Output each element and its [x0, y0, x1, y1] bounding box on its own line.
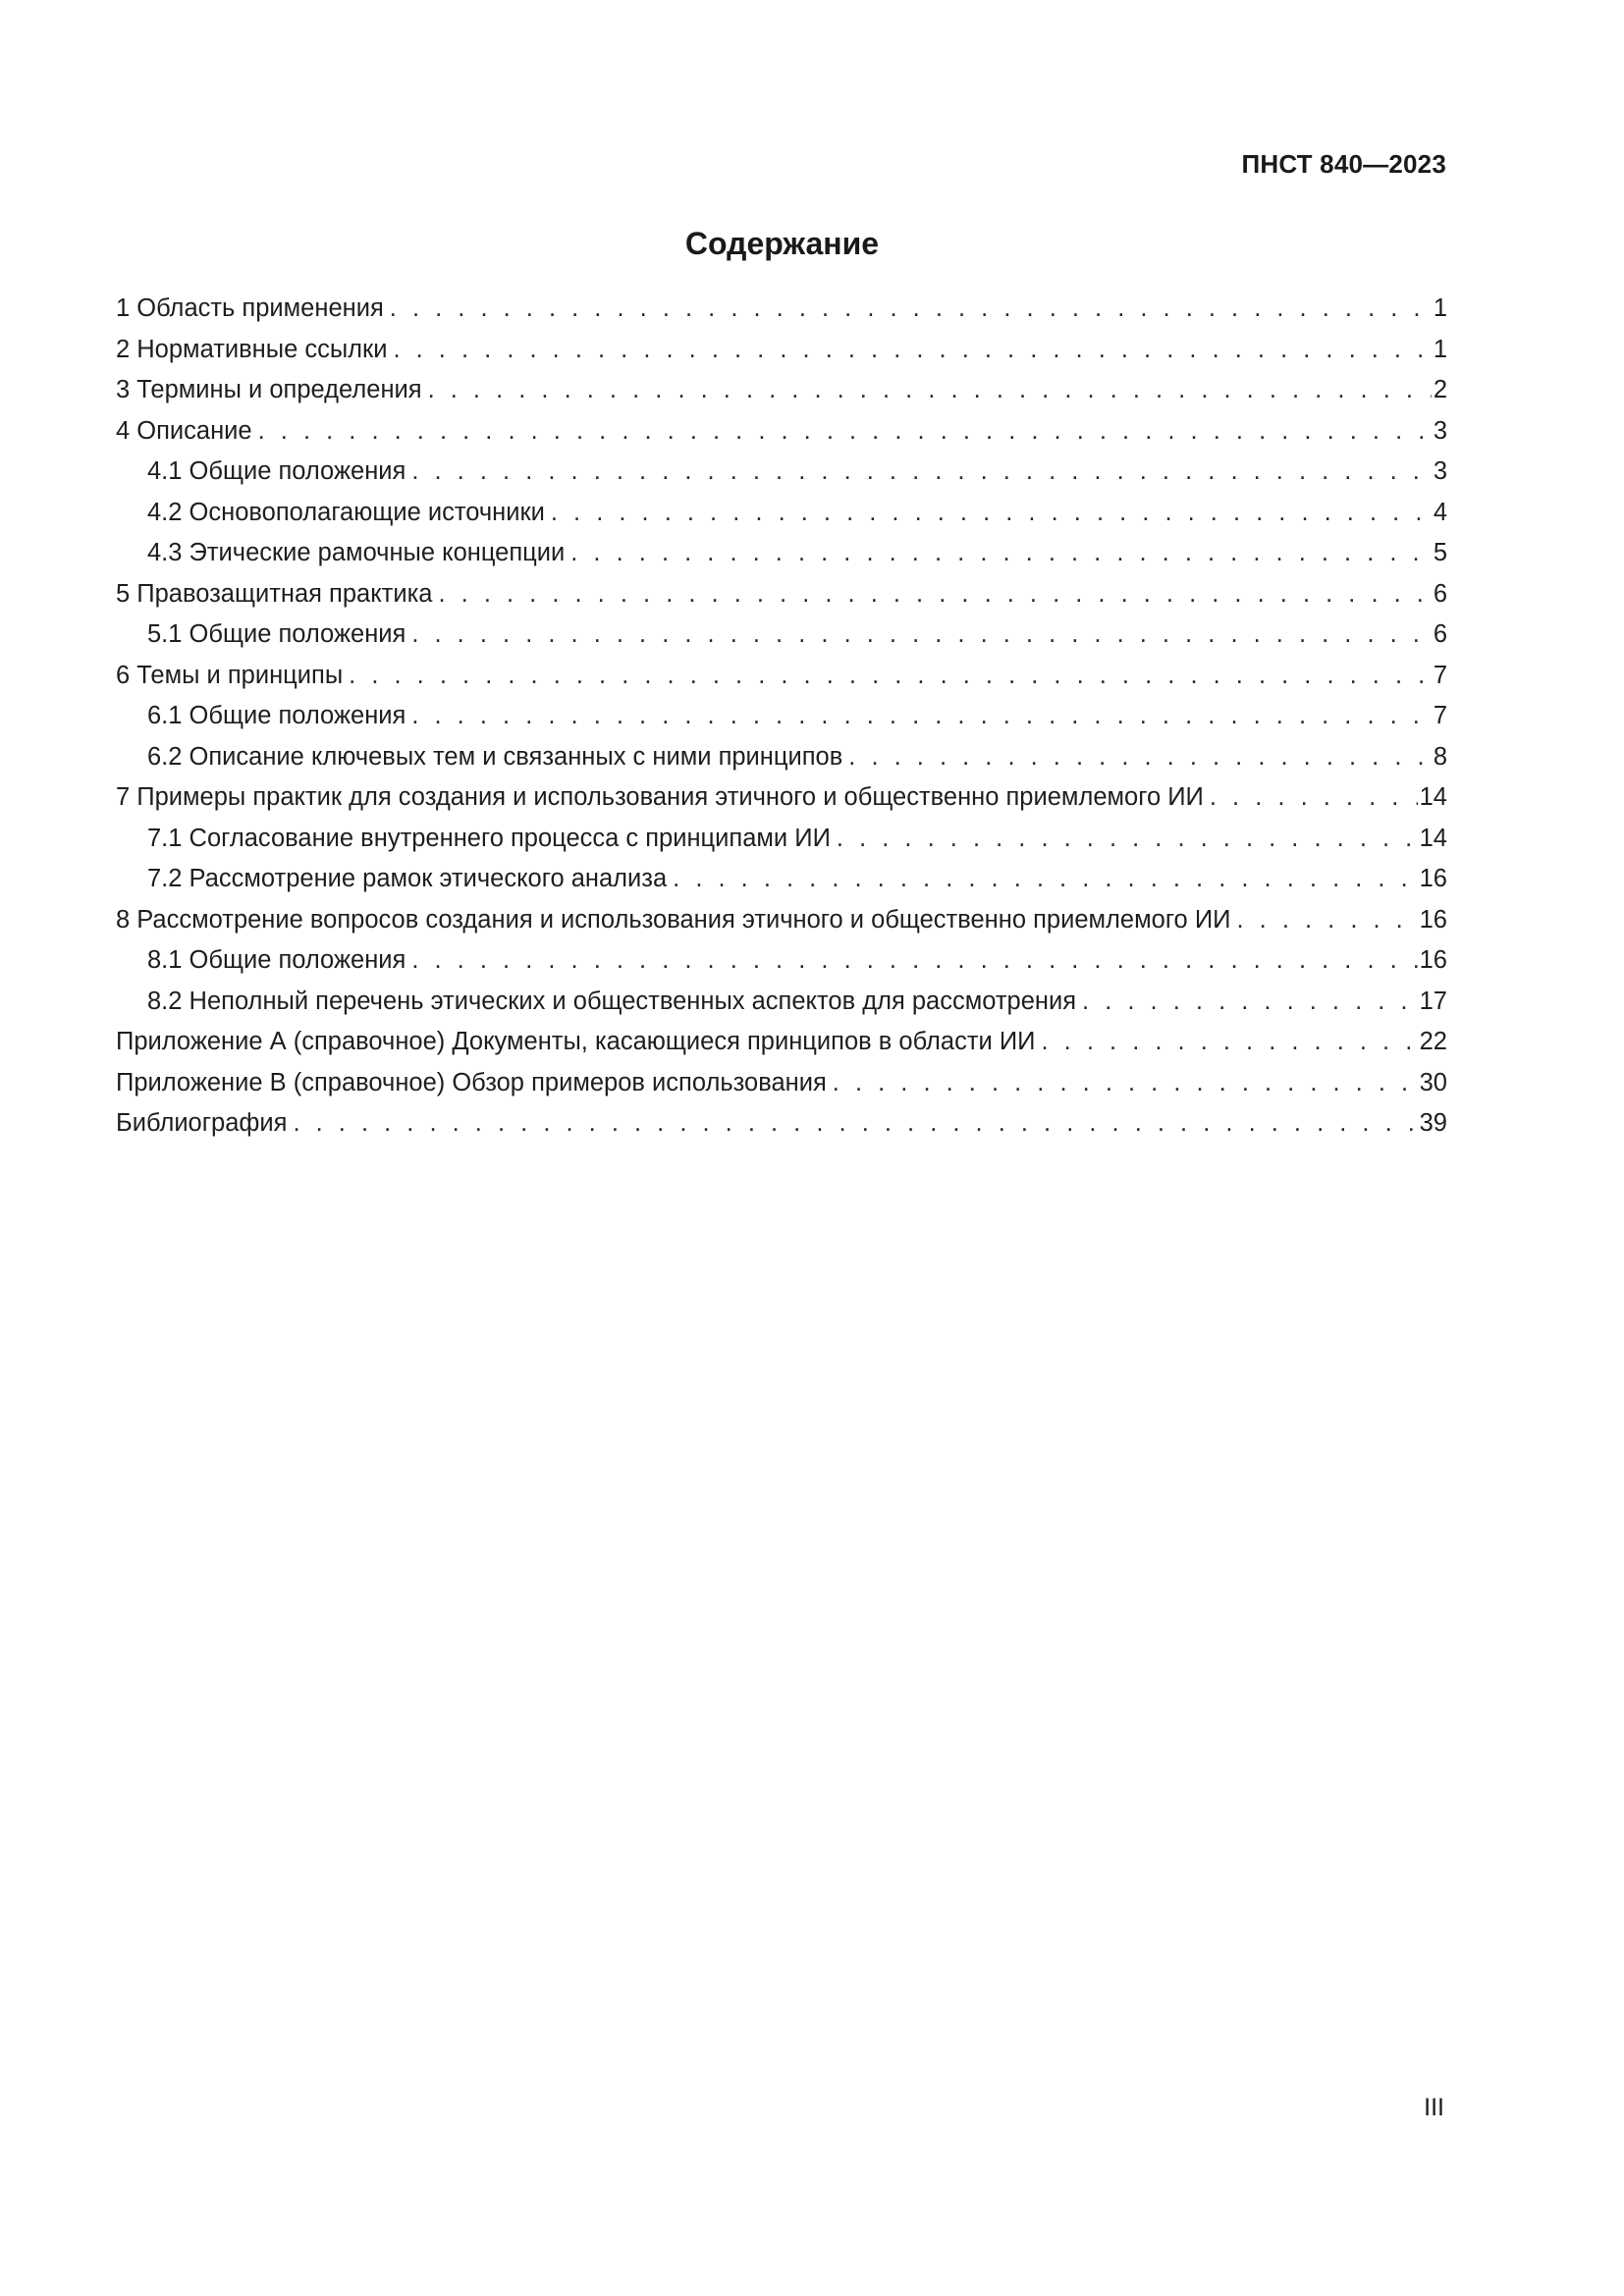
toc-dot-leader — [551, 493, 1432, 534]
toc-dot-leader — [673, 859, 1417, 900]
toc-entry-page: 30 — [1419, 1068, 1447, 1096]
toc-dot-leader — [349, 656, 1432, 697]
toc-dot-leader — [393, 330, 1431, 371]
toc-entry-page: 16 — [1419, 865, 1447, 892]
toc-entry-page: 17 — [1419, 987, 1447, 1015]
toc-entry-page: 6 — [1433, 620, 1447, 648]
toc-entry-page: 16 — [1419, 905, 1447, 934]
toc-dot-leader — [411, 940, 1417, 982]
toc-entry-label: 2 Нормативные ссылки — [116, 335, 388, 363]
toc-entry-label: 4 Описание — [116, 416, 252, 445]
toc-entry[interactable] — [116, 370, 1447, 411]
toc-dot-leader — [833, 1063, 1418, 1104]
toc-entry[interactable] — [116, 533, 1447, 574]
toc-entry[interactable] — [116, 982, 1447, 1023]
toc-dot-leader — [570, 533, 1432, 574]
toc-entry-label: 8 Рассмотрение вопросов создания и использования этичного и общественно приемлемого ИИ — [116, 905, 1231, 934]
toc-entry-page: 1 — [1433, 335, 1447, 363]
toc-entry[interactable] — [116, 656, 1447, 697]
toc-entry-label: Библиография — [116, 1109, 288, 1137]
toc-entry-page: 6 — [1433, 579, 1447, 608]
toc-entry[interactable] — [116, 737, 1447, 778]
toc-entry-page: 7 — [1433, 661, 1447, 689]
toc-title: Содержание — [684, 226, 880, 261]
toc-entry[interactable] — [116, 289, 1447, 330]
toc-dot-leader — [1237, 900, 1418, 941]
toc-entry-page: 14 — [1419, 783, 1447, 811]
toc-entry[interactable] — [116, 411, 1447, 453]
toc-entry[interactable] — [116, 940, 1447, 982]
toc-entry-label: 6.2 Описание ключевых тем и связанных с ними принципов — [147, 742, 843, 771]
toc-dot-leader — [837, 819, 1418, 860]
toc-entry[interactable] — [116, 819, 1447, 860]
toc-dot-leader — [411, 696, 1431, 737]
toc-entry-page: 3 — [1433, 416, 1447, 445]
toc-entry-page: 5 — [1433, 539, 1447, 566]
toc-entry-label: 8.1 Общие положения — [147, 946, 406, 974]
toc-entry[interactable] — [116, 1103, 1447, 1145]
document-code: ПНСТ 840—2023 — [1241, 149, 1446, 179]
toc-entry[interactable] — [116, 696, 1447, 737]
toc-entry-page: 4 — [1433, 498, 1447, 526]
toc-dot-leader — [1042, 1022, 1418, 1063]
toc-dot-leader — [258, 411, 1432, 453]
toc-dot-leader — [1210, 777, 1418, 819]
toc-entry-page: 1 — [1433, 294, 1447, 322]
toc-entry-label: 8.2 Неполный перечень этических и общественных аспектов для рассмотрения — [147, 987, 1077, 1015]
toc-dot-leader — [1082, 982, 1418, 1023]
toc-entry-page: 2 — [1433, 376, 1447, 403]
toc-entry-page: 14 — [1419, 824, 1447, 852]
toc-dot-leader — [428, 370, 1432, 411]
toc-entry[interactable] — [116, 614, 1447, 656]
toc-dot-leader — [390, 289, 1432, 330]
toc-entry-label: 7.1 Согласование внутреннего процесса с принципами ИИ — [147, 824, 831, 852]
toc-entry-label: 4.1 Общие положения — [147, 457, 406, 485]
toc-entry-label: 3 Термины и определения — [116, 376, 422, 403]
toc-entry-page: 16 — [1419, 946, 1447, 974]
toc-entry-label: Приложение В (справочное) Обзор примеров использования — [116, 1068, 827, 1096]
toc-dot-leader — [411, 614, 1431, 656]
page-number: III — [1424, 2094, 1444, 2121]
table-of-contents — [116, 289, 1447, 1145]
toc-entry-label: 1 Область применения — [116, 294, 384, 322]
toc-entry[interactable] — [116, 574, 1447, 615]
toc-dot-leader — [848, 737, 1432, 778]
toc-entry-label: 5.1 Общие положения — [147, 620, 406, 648]
toc-entry[interactable] — [116, 1063, 1447, 1104]
toc-entry[interactable] — [116, 777, 1447, 819]
toc-entry-label: 6 Темы и принципы — [116, 661, 344, 689]
toc-dot-leader — [439, 574, 1432, 615]
toc-entry-label: 4.2 Основополагающие источники — [147, 498, 545, 526]
toc-entry-label: 7.2 Рассмотрение рамок этического анализа — [147, 865, 668, 892]
toc-entry-page: 22 — [1419, 1028, 1447, 1055]
toc-entry-label: 7 Примеры практик для создания и использования этичного и общественно приемлемого ИИ — [116, 783, 1204, 811]
toc-entry-page: 39 — [1419, 1109, 1447, 1137]
toc-dot-leader — [411, 452, 1431, 493]
toc-entry[interactable] — [116, 1022, 1447, 1063]
toc-entry-label: 5 Правозащитная практика — [116, 579, 433, 608]
toc-entry-label: Приложение А (справочное) Документы, касающиеся принципов в области ИИ — [116, 1028, 1036, 1055]
toc-entry[interactable] — [116, 859, 1447, 900]
toc-entry[interactable] — [116, 330, 1447, 371]
toc-entry-label: 4.3 Этические рамочные концепции — [147, 539, 566, 566]
toc-entry-label: 6.1 Общие положения — [147, 702, 406, 729]
toc-entry-page: 3 — [1433, 457, 1447, 485]
toc-dot-leader — [293, 1103, 1417, 1145]
toc-entry[interactable] — [116, 493, 1447, 534]
toc-entry[interactable] — [116, 900, 1447, 941]
toc-entry-page: 8 — [1433, 742, 1447, 771]
toc-entry-page: 7 — [1433, 702, 1447, 729]
toc-entry[interactable] — [116, 452, 1447, 493]
